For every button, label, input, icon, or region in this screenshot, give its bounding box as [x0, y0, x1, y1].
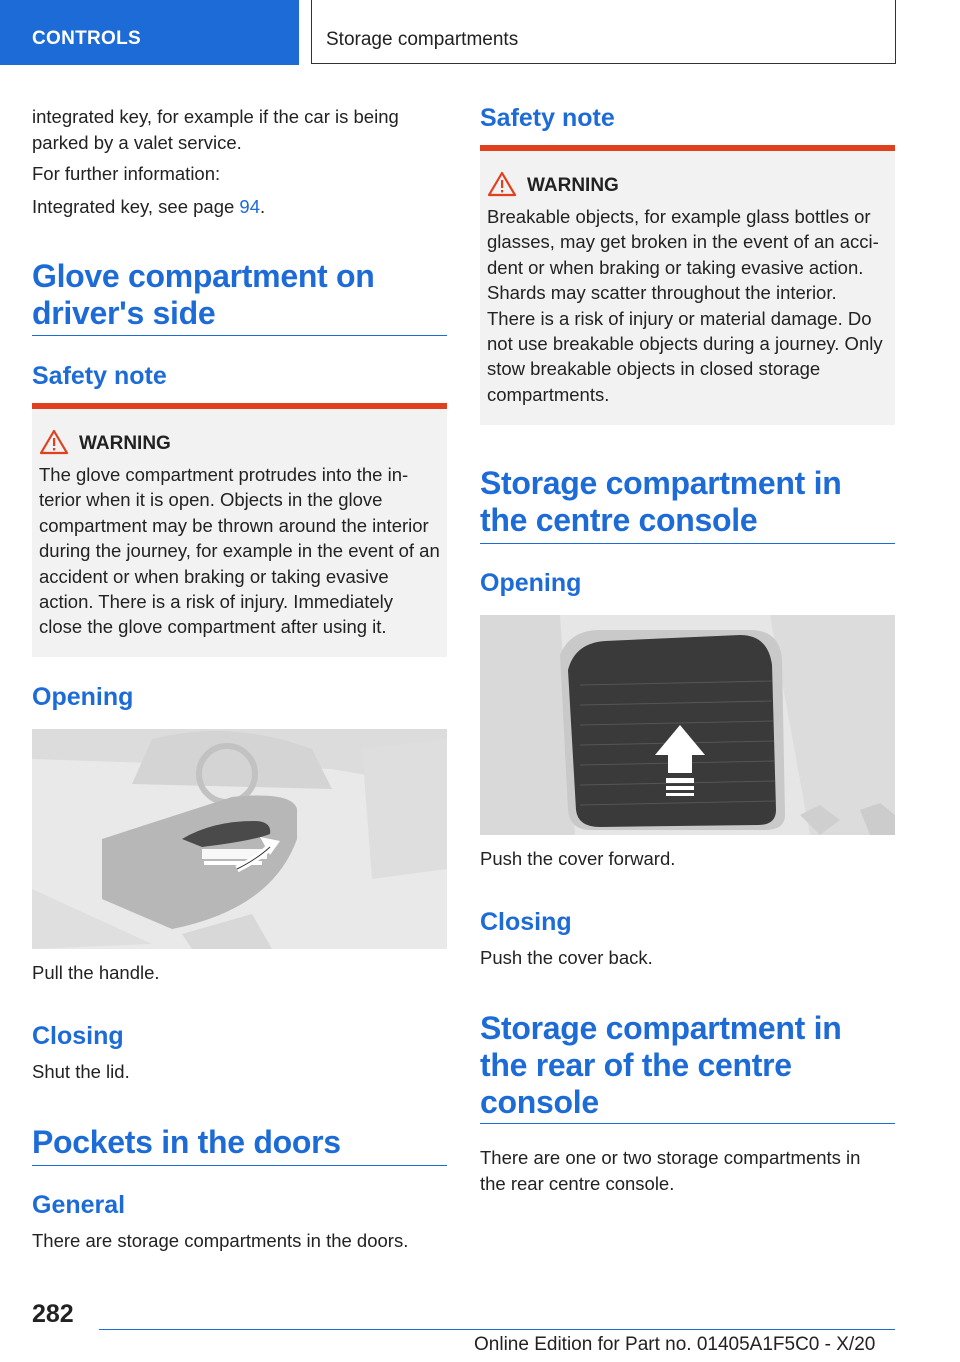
centre-console-heading: Storage compartment in the centre console	[480, 465, 842, 538]
heading-rule	[480, 543, 895, 544]
topic-label: Storage compartments	[326, 29, 519, 50]
console-cover-figure	[480, 615, 895, 835]
pockets-heading: Pockets in the doors	[32, 1124, 341, 1160]
opening-text-left: Pull the handle.	[32, 962, 160, 983]
glove-handle-figure	[32, 729, 447, 949]
heading-rule	[32, 335, 447, 336]
further-info-label: For further information:	[32, 163, 221, 184]
centre-console-illustration	[480, 615, 895, 835]
general-text: There are storage compartments in the doors.	[32, 1230, 409, 1251]
warning-triangle-icon	[39, 429, 69, 455]
footer-rule	[99, 1329, 895, 1330]
warning-text: The glove compartment protrudes into the interior when it is open. Objects in the glove compartment may be thrown around the interior during the journey, for example in the event of an accident or when braking or taking evasive action. There is a risk of injury. Immediately close the glove compartment after using it.	[39, 464, 440, 638]
closing-text-right: Push the cover back.	[480, 947, 653, 968]
intro-paragraph: integrated key, for example if the car is being parked by a valet service.	[32, 106, 399, 153]
rear-console-heading: Storage compartment in the rear of the centre console	[480, 1010, 842, 1120]
closing-heading-left: Closing	[32, 1022, 124, 1050]
warning-title: WARNING	[527, 175, 619, 196]
opening-heading-left: Opening	[32, 683, 134, 711]
warning-box-left	[32, 403, 447, 657]
opening-text-right: Push the cover forward.	[480, 848, 676, 869]
closing-heading-right: Closing	[480, 908, 572, 936]
heading-rule	[32, 1165, 447, 1166]
safety-note-heading-left: Safety note	[32, 362, 167, 390]
safety-note-heading-right: Safety note	[480, 104, 615, 132]
general-heading: General	[32, 1191, 126, 1219]
glove-compartment-illustration	[32, 729, 447, 949]
page-number: 282	[32, 1300, 74, 1328]
glove-compartment-heading: Glove compartment on driver's side	[32, 258, 375, 331]
chapter-label: CONTROLS	[32, 28, 142, 49]
warning-box-right	[480, 145, 895, 425]
topic-box	[311, 0, 896, 64]
heading-rule	[480, 1123, 895, 1124]
rear-console-text: There are one or two storage compartments in the rear centre console.	[480, 1147, 861, 1194]
warning-triangle-icon	[487, 171, 517, 197]
edition-note: Online Edition for Part no. 01405A1F5C0 - X/20	[474, 1334, 876, 1355]
page-link-94[interactable]: 94	[239, 196, 260, 217]
integrated-key-reference: Integrated key, see page 94.	[32, 196, 266, 217]
warning-title: WARNING	[79, 433, 171, 454]
warning-text: Breakable objects, for example glass bottles or glasses, may get broken in the event of an accident or when braking or taking evasive action. Shards may scatter throughout the interior. There is a risk of injury or material damage. Do not use breakable objects during a journey. Only stow breakable objects in closed storage compartments.	[487, 206, 883, 405]
chapter-tab	[0, 0, 299, 65]
closing-text-left: Shut the lid.	[32, 1061, 130, 1082]
opening-heading-right: Opening	[480, 569, 582, 597]
